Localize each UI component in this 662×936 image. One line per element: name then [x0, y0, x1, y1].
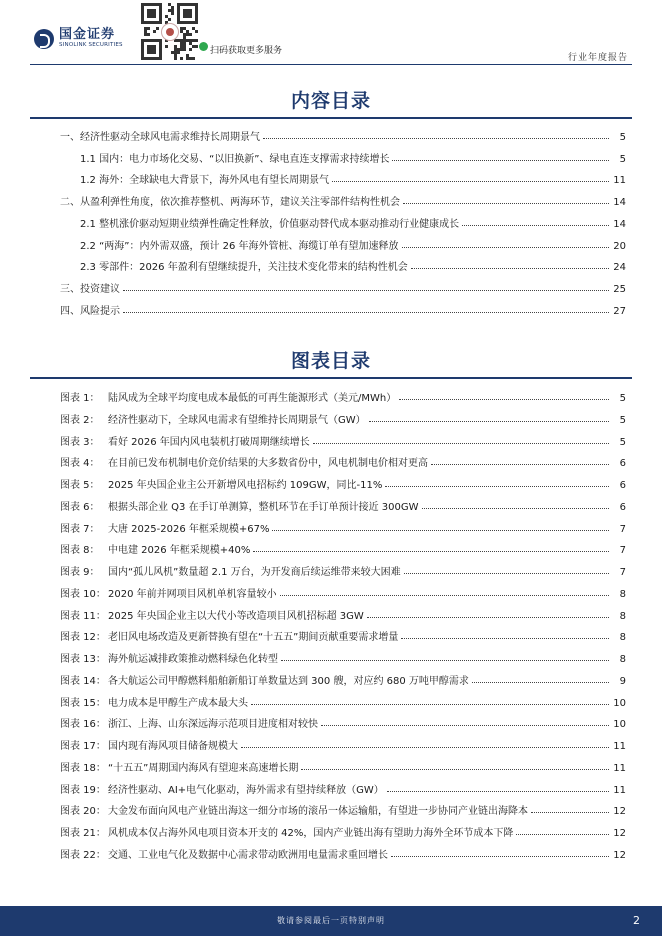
logo-english-name: SINOLINK SECURITIES [59, 42, 123, 48]
figure-page: 10 [613, 697, 626, 709]
leader-dots [281, 660, 609, 661]
qr-module [177, 51, 180, 54]
figure-entry[interactable] [60, 799, 626, 817]
figure-label: 图表 12： [60, 632, 106, 644]
toc-entry-title: 二、从盈利弹性角度，依次推荐整机、两海环节，建议关注零部件结构性机会 [60, 197, 400, 209]
figure-caption: 各大航运公司甲醇燃料船舶新船订单数量达到 300 艘，对应约 680 万吨甲醇需求 [108, 675, 469, 687]
figure-entry[interactable] [60, 625, 626, 643]
qr-module [195, 30, 198, 33]
leader-dots [516, 834, 609, 835]
figure-label: 图表 11： [60, 610, 106, 622]
leader-dots [399, 399, 609, 400]
figure-page: 8 [619, 610, 626, 622]
figure-entry[interactable] [60, 604, 626, 622]
toc-entry-page: 5 [619, 132, 626, 143]
toc-entry[interactable] [80, 255, 626, 273]
figure-entry[interactable] [60, 517, 626, 535]
figure-caption: 2020 年前并网项目风机单机容量较小 [108, 588, 277, 600]
figure-caption: 电力成本是甲醇生产成本最大头 [108, 697, 248, 709]
toc-title: 内容目录 [290, 90, 371, 112]
figure-label: 图表 8： [60, 545, 100, 557]
qr-module [156, 27, 159, 30]
qr-module [168, 18, 171, 21]
toc-entry-page: 5 [619, 153, 626, 165]
leader-dots [387, 791, 609, 792]
figure-label: 图表 21： [60, 828, 106, 839]
figure-caption: 陆风成为全球平均度电成本最低的可再生能源形式（美元/MWh） [108, 393, 397, 404]
sinolink-logo-icon [34, 29, 54, 49]
qr-module [174, 57, 177, 60]
figure-label: 图表 16： [60, 719, 106, 731]
figure-caption: 看好 2026 年国内风电装机打破周期继续增长 [108, 436, 310, 448]
figure-page: 7 [619, 545, 626, 557]
figure-label: 图表 10： [60, 588, 106, 600]
figure-caption: 2025 年央国企业主公开新增风电招标约 109GW，同比-11% [108, 480, 383, 491]
figure-label: 图表 13： [60, 654, 106, 665]
figure-label: 图表 5： [60, 480, 100, 491]
qr-center-logo-icon [161, 23, 179, 41]
wechat-badge-icon [199, 42, 208, 51]
figure-page: 10 [613, 719, 626, 731]
figure-caption: 大金发布面向风电产业链出海这一细分市场的滚吊一体运输船，有望进一步协同产业链出海降本 [108, 806, 528, 818]
toc-entry-title: 2.1 整机涨价驱动短期业绩弹性确定性释放，价值驱动替代成本驱动推动行业健康成长 [80, 218, 460, 230]
leader-dots [367, 617, 609, 618]
qr-module [165, 45, 168, 48]
leader-dots [385, 486, 609, 487]
figure-label: 图表 1： [60, 393, 100, 404]
leader-dots [431, 464, 609, 465]
disclaimer-note: 敬请参阅最后一页特别声明 [277, 916, 385, 925]
figure-label: 图表 19： [60, 784, 106, 796]
qr-module [180, 57, 183, 60]
figure-page: 6 [619, 458, 626, 470]
leader-dots [123, 290, 609, 291]
figure-entry[interactable] [60, 538, 626, 556]
figure-page: 8 [619, 654, 626, 665]
toc-entry[interactable] [60, 125, 626, 143]
figure-entry[interactable] [60, 582, 626, 600]
leader-dots [422, 508, 610, 509]
toc-entry[interactable] [80, 147, 626, 165]
qr-module [195, 39, 198, 42]
figure-entry[interactable] [60, 821, 626, 839]
leader-dots [241, 747, 609, 748]
figure-page: 8 [619, 632, 626, 644]
leader-dots [411, 268, 609, 269]
toc-entry-title: 2.2 “两海”：内外需双盛，预计 26 年海外管桩、海缆订单有望加速释放 [80, 240, 399, 252]
header-divider [30, 64, 632, 65]
figures-title-divider [30, 377, 632, 379]
qr-finder-block [147, 9, 156, 18]
company-logo [34, 28, 123, 49]
figure-label: 图表 17： [60, 741, 106, 752]
figure-label: 图表 14： [60, 675, 106, 687]
figure-caption: 老旧风电场改造及更新替换有望在“十五五”期间贡献重要需求增量 [108, 632, 399, 644]
figure-entry[interactable] [60, 712, 626, 730]
figure-page: 7 [619, 523, 626, 535]
figure-label: 图表 15： [60, 697, 106, 709]
leader-dots [123, 312, 609, 313]
toc-entry[interactable] [80, 212, 626, 230]
toc-entry-page: 14 [613, 218, 626, 230]
qr-module [192, 57, 195, 60]
figure-caption: 中电建 2026 年框采规模+40% [108, 545, 251, 557]
leader-dots [332, 181, 609, 182]
toc-entry-page: 25 [613, 283, 626, 295]
leader-dots [462, 225, 609, 226]
qr-module [183, 48, 186, 51]
leader-dots [253, 551, 609, 552]
qr-module [153, 30, 156, 33]
figure-page: 6 [619, 501, 626, 513]
figure-entry[interactable] [60, 560, 626, 578]
toc-entry-page: 24 [613, 262, 626, 274]
figure-label: 图表 6： [60, 501, 100, 513]
figure-entry[interactable] [60, 756, 626, 774]
figure-page: 11 [613, 741, 626, 752]
qr-finder-block [147, 45, 156, 54]
leader-dots [404, 573, 609, 574]
figure-entry[interactable] [60, 451, 626, 469]
figure-label: 图表 22： [60, 849, 106, 861]
toc-entry-page: 27 [613, 305, 626, 317]
toc-entry-title: 四、风险提示 [60, 305, 120, 317]
figure-caption: 大唐 2025-2026 年框采规模+67% [108, 523, 270, 535]
figure-caption: 经济性驱动下，全球风电需求有望维持长周期景气（GW） [108, 414, 366, 426]
figure-page: 12 [613, 849, 626, 861]
figure-entry[interactable] [60, 843, 626, 861]
qr-module [171, 12, 174, 15]
qr-module [147, 33, 150, 36]
figure-entry[interactable] [60, 669, 626, 687]
page-footer [0, 906, 662, 936]
page-number: 2 [633, 914, 640, 927]
leader-dots [391, 856, 609, 857]
figure-page: 5 [619, 414, 626, 426]
figure-entry[interactable] [60, 647, 626, 665]
document-type: 行业年度报告 [567, 53, 628, 63]
figure-label: 图表 4： [60, 458, 100, 470]
figure-page: 5 [619, 436, 626, 448]
toc-entry[interactable] [60, 277, 626, 295]
qr-module [189, 33, 192, 36]
toc-entry-page: 14 [613, 197, 626, 209]
figure-label: 图表 18： [60, 762, 106, 774]
figure-caption: 浙江、上海、山东深远海示范项目进度相对较快 [108, 719, 318, 731]
figure-caption: 经济性驱动、AI+电气化驱动，海外需求有望持续释放（GW） [108, 784, 384, 796]
figure-entry[interactable] [60, 778, 626, 796]
figure-entry[interactable] [60, 386, 626, 404]
figure-caption: “十五五”周期国内海风有望迎来高速增长期 [108, 762, 299, 774]
figure-caption: 国内“孤儿风机”数量超 2.1 万台，为开发商后续运维带来较大困难 [108, 567, 401, 578]
figure-entry[interactable] [60, 691, 626, 709]
toc-entry-title: 三、投资建议 [60, 283, 120, 295]
figure-page: 9 [619, 675, 626, 687]
figure-page: 12 [613, 828, 626, 839]
leader-dots [313, 443, 609, 444]
page-header [0, 0, 662, 62]
figure-caption: 交通、工业电气化及数据中心需求带动欧洲用电量需求重回增长 [108, 849, 388, 861]
figure-page: 7 [619, 567, 626, 578]
toc-entry-page: 20 [613, 240, 626, 252]
figures-title: 图表目录 [290, 350, 371, 372]
leader-dots [403, 203, 609, 204]
qr-module [195, 45, 198, 48]
toc-title-divider [30, 117, 632, 119]
leader-dots [531, 812, 609, 813]
figure-page: 8 [619, 588, 626, 600]
figure-entry[interactable] [60, 473, 626, 491]
qr-finder-block [183, 9, 192, 18]
figure-page: 6 [619, 480, 626, 491]
scan-prompt: 扫码获取更多服务 [210, 46, 283, 56]
leader-dots [401, 638, 609, 639]
leader-dots [251, 704, 609, 705]
leader-dots [321, 725, 609, 726]
figure-page: 11 [613, 762, 626, 774]
qr-module [147, 27, 150, 30]
toc-entry-title: 2.3 零部件：2026 年盈利有望继续提升，关注技术变化带来的结构性机会 [80, 262, 408, 274]
toc-entry-title: 一、经济性驱动全球风电需求维持长周期景气 [60, 132, 260, 143]
toc-entry[interactable] [80, 234, 626, 252]
leader-dots [402, 247, 609, 248]
figure-entry[interactable] [60, 430, 626, 448]
toc-entry[interactable] [80, 168, 626, 186]
logo-chinese-name: 国金证券 [59, 27, 116, 42]
toc-entry-page: 11 [613, 175, 626, 187]
toc-entry-title: 1.2 海外：全球缺电大背景下，海外风电有望长周期景气 [80, 175, 330, 187]
figure-caption: 2025 年央国企业主以大代小等改造项目风机招标超 3GW [108, 610, 364, 622]
figure-page: 12 [613, 806, 626, 818]
toc-entry[interactable] [60, 299, 626, 317]
leader-dots [280, 595, 609, 596]
leader-dots [392, 160, 609, 161]
figure-label: 图表 9： [60, 567, 100, 578]
figure-entry[interactable] [60, 495, 626, 513]
figure-page: 11 [613, 784, 626, 796]
figure-caption: 国内现有海风项目储备规模大 [108, 741, 238, 752]
figure-caption: 风机成本仅占海外风电项目资本开支的 42%，国内产业链出海有望助力海外全环节成本下降 [108, 828, 514, 839]
figure-caption: 海外航运减排政策推动燃料绿色化转型 [108, 654, 278, 665]
figure-caption: 根据头部企业 Q3 在手订单测算，整机环节在手订单预计接近 300GW [108, 501, 419, 513]
figure-label: 图表 7： [60, 523, 100, 535]
leader-dots [369, 421, 609, 422]
figure-caption: 在目前已发布机制电价竞价结果的大多数省份中，风电机制电价相对更高 [108, 458, 428, 470]
toc-entry[interactable] [60, 190, 626, 208]
figure-label: 图表 3： [60, 436, 100, 448]
figure-entry[interactable] [60, 408, 626, 426]
leader-dots [472, 682, 609, 683]
leader-dots [301, 769, 609, 770]
qr-module [189, 48, 192, 51]
qr-code-icon[interactable] [140, 2, 198, 60]
leader-dots [263, 138, 609, 139]
figure-label: 图表 20： [60, 806, 106, 818]
figure-label: 图表 2： [60, 414, 100, 426]
leader-dots [272, 530, 609, 531]
figure-page: 5 [619, 393, 626, 404]
toc-entry-title: 1.1 国内：电力市场化交易、“以旧换新”、绿电直连支撑需求持续增长 [80, 153, 390, 165]
figure-entry[interactable] [60, 734, 626, 752]
